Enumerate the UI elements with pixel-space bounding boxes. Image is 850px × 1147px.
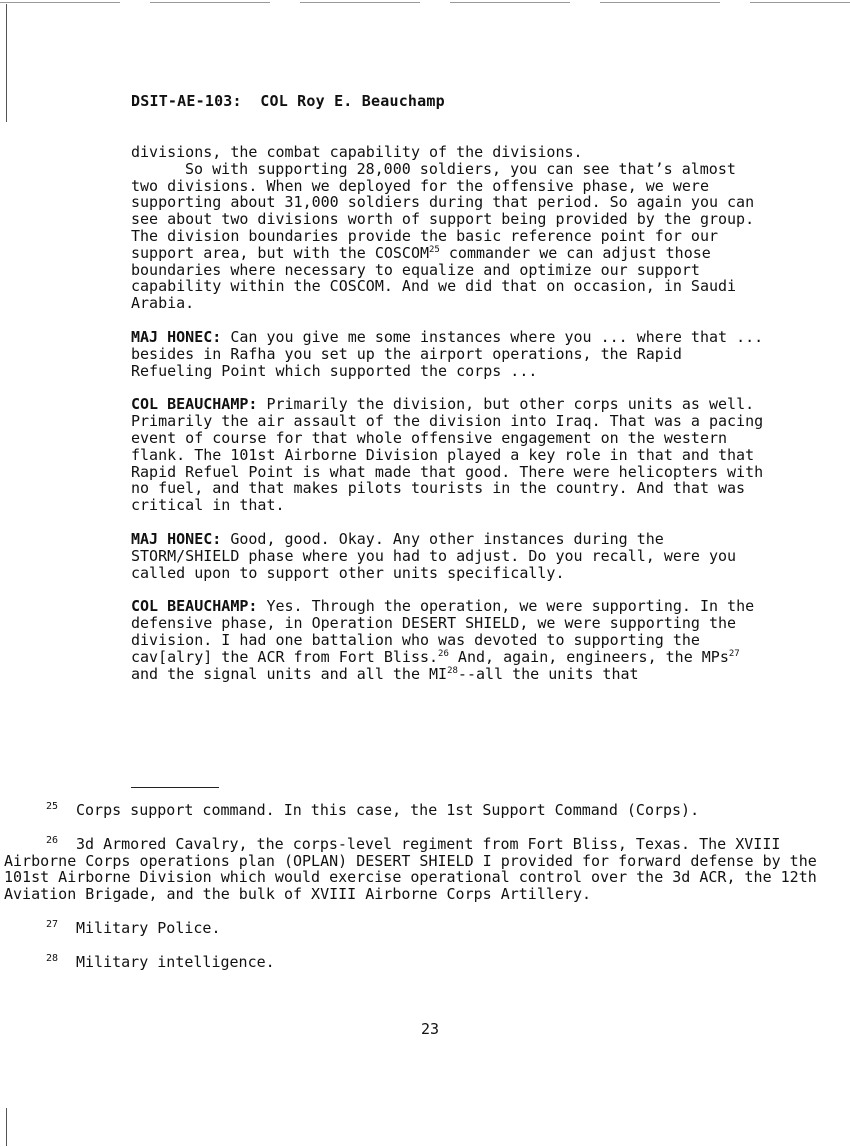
speaker-label: MAJ HONEC: — [131, 327, 222, 346]
footnote: 26 3d Armored Cavalry, the corps-level regiment from Fort Bliss, Texas. The XVIII Airborne Corps operations plan (OPLAN) DESERT SHIELD I provided for forward defense by the 101st Airborne Division which would exercise operational control over the 3d ACR, the 12th Aviation Brigade, and the bulk of XVIII Airborne Corps Artillery. — [4, 834, 817, 904]
speaker-label: COL BEAUCHAMP: — [131, 395, 258, 414]
footnote-ref[interactable]: 28 — [447, 665, 458, 676]
paragraph: COL BEAUCHAMP: Primarily the division, but other corps units as well. Primarily the air assault of the division into Iraq. That was a pacing event of course for that whole offensive engagement on the western flank. The 101st Airborne Division played a key role in that and that Rapid Refuel Point is what made that good. There were helicopters with no fuel, and that makes pilots tourists in the country. And that was critical in that. — [131, 395, 764, 515]
footnote: 27 Military Police. — [45, 918, 221, 937]
scan-edge-line — [6, 1108, 7, 1146]
page-header: DSIT-AE-103: COL Roy E. Beauchamp — [131, 92, 445, 110]
paragraph-continuation: divisions, the combat capability of the divisions. — [131, 143, 583, 161]
footnote-divider — [131, 787, 219, 788]
paragraph: COL BEAUCHAMP: Yes. Through the operation, we were supporting. In the defensive phase, in Operation DESERT SHIELD, we were supporting the division. I had one battalion who was devoted to supporting the cav[alry] the ACR from Fort Bliss.$^{26}$ And, again, engineers, the MPs$^{27}$ and the signal units and all the MI$^{28}$--all the units that — [131, 597, 755, 683]
scan-edge-line — [0, 2, 850, 3]
paragraph: MAJ HONEC: Good, good. Okay. Any other instances during the STORM/SHIELD phase where you had to adjust. Do you recall, were you called upon to support other units specifically. — [131, 529, 737, 582]
footnotes — [4, 802, 824, 988]
paragraph: MAJ HONEC: Can you give me some instances where you ... where that ... besides in Rafha you set up the airport operations, the Rapid Refueling Point which supported the corps ... — [131, 327, 764, 380]
footnote-ref[interactable]: 25 — [429, 244, 440, 255]
scan-edge-line — [6, 4, 7, 122]
page-number: 23 — [421, 1020, 440, 1038]
paragraph: So with supporting 28,000 soldiers, you can see that’s almost two divisions. When we deployed for the offensive phase, we were supporting about 31,000 soldiers during that period. So again you can see about two divisions worth of support being provided by the group. The division boundaries provide the basic reference point for our support area, but with the COSCOM$^{25}$ commander we can adjust those boundaries where necessary to equalize and optimize our support capability within the COSCOM. And we did that on occasion, in Saudi Arabia. — [131, 159, 755, 313]
footnote: 25 Corps support command. In this case, the 1st Support Command (Corps). — [45, 801, 700, 819]
speaker-label: MAJ HONEC: — [131, 529, 222, 548]
footnote-ref[interactable]: 27 — [728, 648, 740, 659]
speaker-label: COL BEAUCHAMP: — [131, 597, 258, 616]
footnote-ref[interactable]: 26 — [438, 648, 449, 659]
transcript-body — [131, 144, 771, 699]
footnote: 28 Military intelligence. — [45, 952, 275, 971]
